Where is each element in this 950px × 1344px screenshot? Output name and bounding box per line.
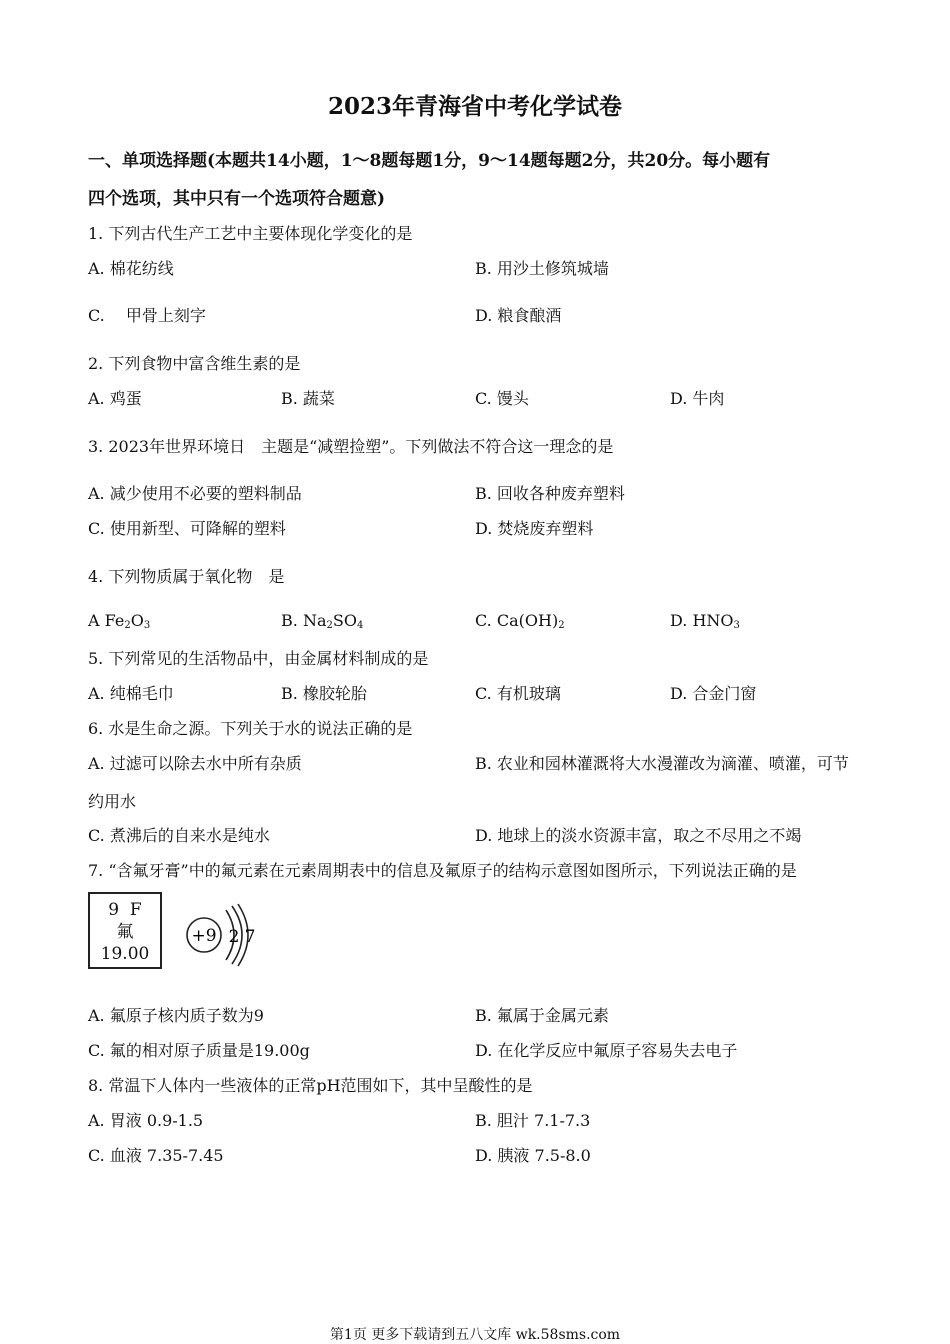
question-6-stem: 6. 水是生命之源。下列关于水的说法正确的是	[88, 719, 413, 738]
question-1-option-b: B. 用沙土修筑城墙	[475, 259, 609, 278]
question-7-option-a: A. 氟原子核内质子数为9	[88, 1006, 264, 1025]
question-2-option-d: D. 牛肉	[670, 389, 725, 408]
question-8-option-a: A. 胃液 0.9-1.5	[88, 1111, 204, 1130]
question-2-stem: 2. 下列食物中富含维生素的是	[88, 354, 301, 373]
question-4-option-d: D. $HNO_3$	[670, 611, 740, 631]
question-3-option-d: D. 焚烧废弃塑料	[475, 519, 594, 538]
shell-2-electrons: 7	[244, 927, 256, 947]
question-8-option-c: C. 血液 7.35-7.45	[88, 1146, 224, 1165]
question-6-option-a: A. 过滤可以除去水中所有杂质	[88, 754, 302, 773]
question-3-stem: 3. 2023年世界环境日 主题是“减塑捡塑”。下列做法不符合这一理念的是	[88, 437, 614, 456]
nucleus-charge: +9	[191, 926, 217, 946]
question-4-option-a: A $Fe_2O_3$	[88, 611, 151, 631]
question-6-option-c: C. 煮沸后的自来水是纯水	[88, 826, 270, 845]
element-mass: 19.00	[100, 944, 150, 964]
question-2-option-a: A. 鸡蛋	[88, 389, 142, 408]
question-1-stem: 1. 下列古代生产工艺中主要体现化学变化的是	[88, 224, 413, 243]
element-number-symbol: 9 F	[108, 900, 142, 920]
atom-structure-diagram	[182, 900, 272, 970]
question-1-option-a: A. 棉花纺线	[88, 259, 174, 278]
question-7-option-c: C. 氟的相对原子质量是19.00g	[88, 1041, 310, 1060]
question-5-option-b: B. 橡胶轮胎	[281, 684, 367, 703]
question-1-option-d: D. 粮食酿酒	[475, 306, 562, 325]
question-8-stem: 8. 常温下人体内一些液体的正常pH范围如下，其中呈酸性的是	[88, 1076, 533, 1095]
question-8-option-d: D. 胰液 7.5-8.0	[475, 1146, 591, 1165]
question-3-option-a: A. 减少使用不必要的塑料制品	[88, 484, 302, 503]
question-5-option-d: D. 合金门窗	[670, 684, 757, 703]
section-heading-line1: 一、单项选择题(本题共14小题，1～8题每题1分，9～14题每题2分，共20分。每小题有	[88, 151, 771, 171]
question-8-option-b: B. 胆汁 7.1-7.3	[475, 1111, 591, 1130]
page-title: 2023年青海省中考化学试卷	[327, 93, 622, 120]
question-6-option-b: B. 农业和园林灌溉将大水漫灌改为滴灌、喷灌，可节	[475, 754, 849, 773]
question-7-stem: 7. “含氟牙膏”中的氟元素在元素周期表中的信息及氟原子的结构示意图如图所示，下列说法正确的是	[88, 861, 797, 880]
question-3-option-c: C. 使用新型、可降解的塑料	[88, 519, 286, 538]
question-5-option-a: A. 纯棉毛巾	[88, 684, 174, 703]
element-name: 氟	[116, 922, 134, 942]
question-5-stem: 5. 下列常见的生活物品中，由金属材料制成的是	[88, 649, 429, 668]
section-heading-line2: 四个选项，其中只有一个选项符合题意)	[88, 189, 386, 209]
question-5-option-c: C. 有机玻璃	[475, 684, 561, 703]
shell-1-electrons: 2	[228, 927, 240, 947]
page-footer: 第1页 更多下载请到五八文库 wk.58sms.com	[329, 1327, 621, 1343]
question-2-option-c: C. 馒头	[475, 389, 529, 408]
question-1-option-c: C. 甲骨上刻字	[88, 306, 206, 325]
question-4-option-b: B. $Na_2SO_4$	[281, 611, 364, 631]
periodic-table-cell	[88, 892, 162, 969]
question-7-option-b: B. 氟属于金属元素	[475, 1006, 609, 1025]
question-6-option-b-continued: 约用水	[88, 792, 137, 811]
question-2-option-b: B. 蔬菜	[281, 389, 335, 408]
question-6-option-d: D. 地球上的淡水资源丰富，取之不尽用之不竭	[475, 826, 802, 845]
question-7-option-d: D. 在化学反应中氟原子容易失去电子	[475, 1041, 738, 1060]
question-3-option-b: B. 回收各种废弃塑料	[475, 484, 625, 503]
question-4-stem: 4. 下列物质属于氧化物 是	[88, 567, 285, 586]
question-4-option-c: C. $Ca(OH)_2$	[475, 611, 565, 631]
